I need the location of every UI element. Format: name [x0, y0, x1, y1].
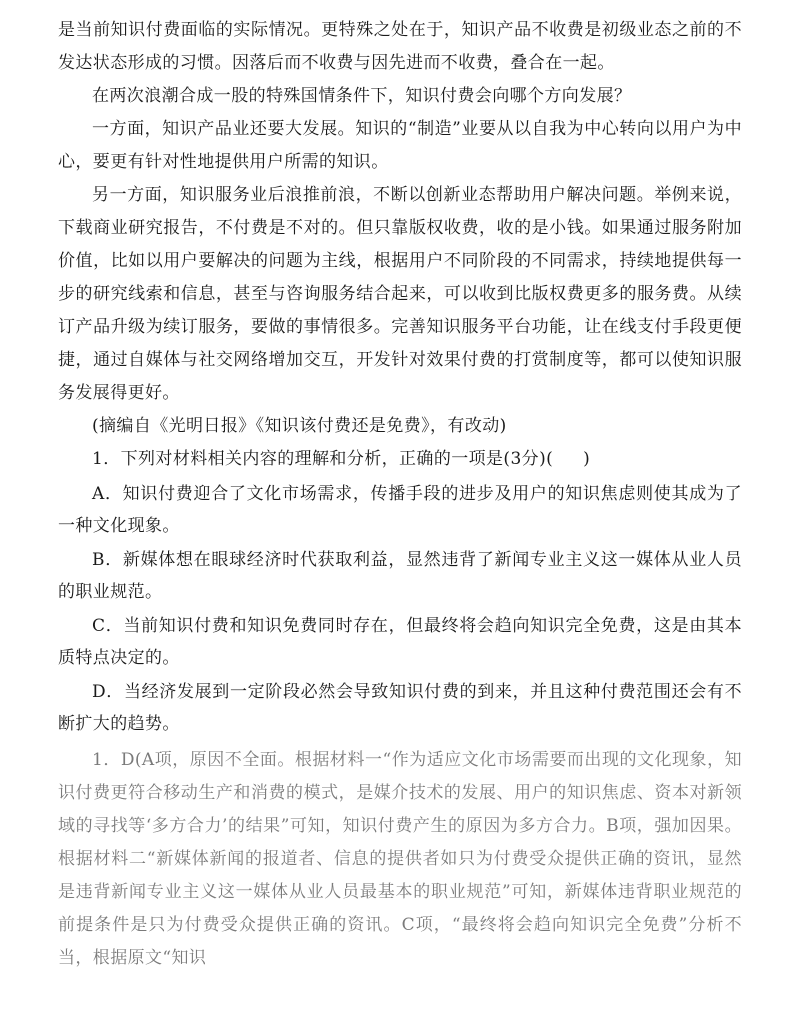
passage-paragraph-4: 另一方面，知识服务业后浪推前浪，不断以创新业态帮助用户解决问题。举例来说，下载商业研究报告，不付费是不对的。但只靠版权收费，收的是小钱。如果通过服务附加价值，比如以用户要解决的问题为主线，根据用户不同阶段的不同需求，持续地提供每一步的研究线索和信息，甚至与咨询服务结合起来，可以收到比版权费更多的服务费。从续订产品升级为续订服务，要做的事情很多。完善知识服务平台功能，让在线支付手段更便捷，通过自媒体与社交网络增加交互，开发针对效果付费的打赏制度等，都可以使知识服务发展得更好。	[58, 185, 742, 403]
option-a: A．知识付费迎合了文化市场需求，传播手段的进步及用户的知识焦虑则使其成为了一种文化现象。	[58, 484, 742, 536]
passage-paragraph-2: 在两次浪潮合成一股的特殊国情条件下，知识付费会向哪个方向发展？	[92, 86, 632, 106]
option-b: B．新媒体想在眼球经济时代获取利益，显然违背了新闻专业主义这一媒体从业人员的职业规范。	[58, 550, 742, 602]
option-d: D．当经济发展到一定阶段必然会导致知识付费的到来，并且这种付费范围还会有不断扩大的趋势。	[58, 682, 742, 734]
passage-paragraph-3: 一方面，知识产品业还要大发展。知识的“制造”业要从以自我为中心转向以用户为中心，要更有针对性地提供用户所需的知识。	[58, 119, 742, 172]
question-stem-end: )	[583, 449, 591, 469]
question-stem	[58, 443, 742, 476]
passage-paragraph-1: 是当前知识付费面临的实际情况。更特殊之处在于，知识产品不收费是初级业态之前的不发达状态形成的习惯。因落后而不收费与因先进而不收费，叠合在一起。	[58, 20, 742, 73]
document-page	[58, 14, 742, 975]
answer-explanation: 1．D(A项，原因不全面。根据材料一“作为适应文化市场需要而出现的文化现象，知识付费更符合移动生产和消费的模式，是媒介技术的发展、用户的知识焦虑、资本对新领域的寻找等‘多方合力’的结果”可知，知识付费产生的原因为多方合力。B项，强加因果。根据材料二“新媒体新闻的报道者、信息的提供者如只为付费受众提供正确的资讯，显然是违背新闻专业主义这一媒体从业人员最基本的职业规范”可知，新媒体违背职业规范的前提条件是只为付费受众提供正确的资讯。C项，“最终将会趋向知识完全免费”分析不当，根据原文“知识	[58, 750, 742, 968]
passage-source: (摘编自《光明日报》《知识该付费还是免费》，有改动)	[92, 416, 507, 436]
option-c: C．当前知识付费和知识免费同时存在，但最终将会趋向知识完全免费，这是由其本质特点决定的。	[58, 616, 742, 668]
question-stem-text: 1．下列对材料相关内容的理解和分析，正确的一项是(3分)(	[92, 449, 554, 469]
